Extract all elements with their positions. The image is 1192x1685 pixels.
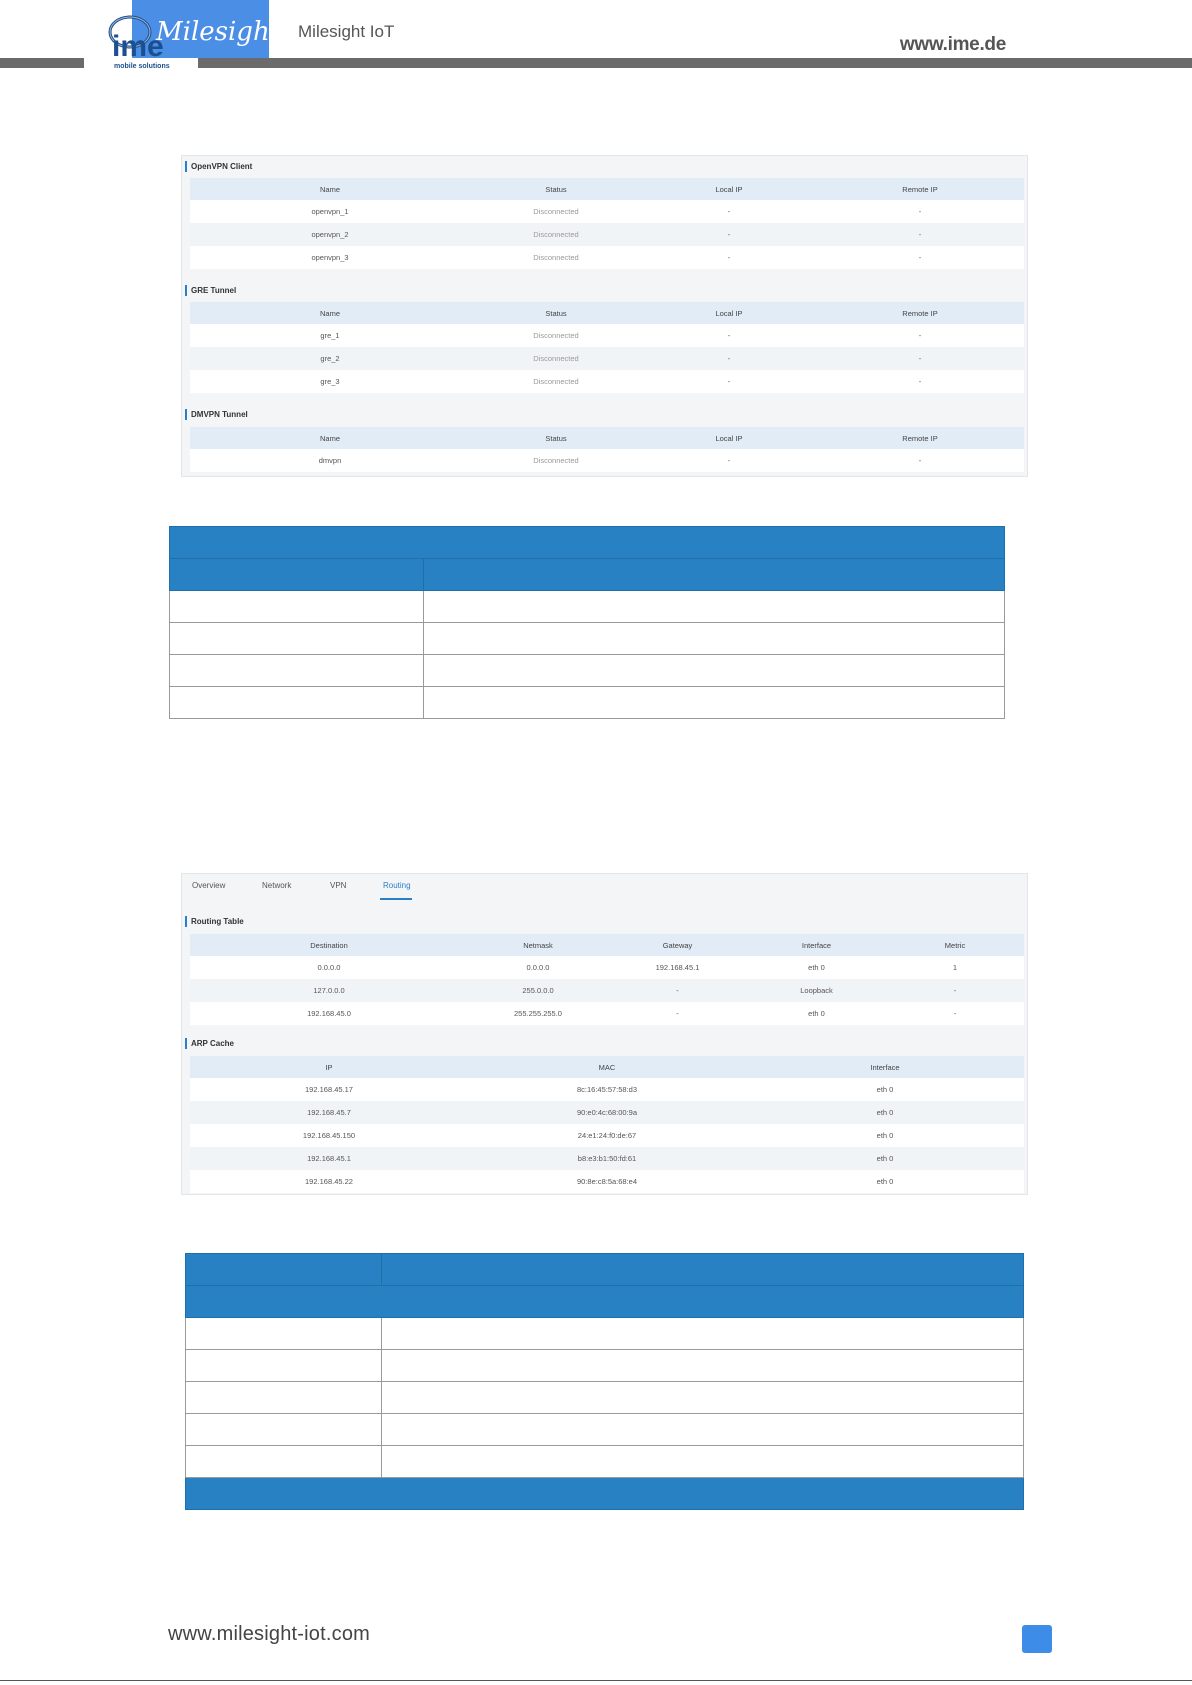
col-status: Status bbox=[470, 427, 642, 449]
cell-local-ip: - bbox=[642, 347, 816, 370]
cell-item bbox=[186, 1414, 382, 1446]
cell-gateway: - bbox=[608, 1002, 747, 1025]
table-section-row bbox=[186, 1478, 1024, 1510]
table-row bbox=[190, 979, 1024, 1002]
cell-status: Disconnected bbox=[470, 347, 642, 370]
table-row bbox=[190, 246, 1024, 269]
cell-gateway: - bbox=[608, 979, 747, 1002]
col-local-ip: Local IP bbox=[642, 178, 816, 200]
col-remote-ip: Remote IP bbox=[816, 302, 1024, 324]
tab-overview[interactable]: Overview bbox=[192, 881, 226, 890]
milesight-logo: Milesight bbox=[132, 0, 269, 58]
table-row bbox=[170, 655, 1005, 687]
cell-local-ip: - bbox=[642, 449, 816, 472]
tab-bar bbox=[182, 874, 1027, 900]
arp-cache-title: ARP Cache bbox=[185, 1038, 234, 1049]
cell-netmask: 255.0.0.0 bbox=[468, 979, 608, 1002]
cell-name: openvpn_1 bbox=[190, 200, 470, 223]
col-status: Status bbox=[470, 178, 642, 200]
cell-item bbox=[186, 1446, 382, 1478]
col-name: Name bbox=[190, 427, 470, 449]
col-ip: IP bbox=[190, 1056, 468, 1078]
table-row bbox=[190, 370, 1024, 393]
gre-table bbox=[190, 302, 1024, 393]
cell-destination: 192.168.45.0 bbox=[190, 1002, 468, 1025]
cell-interface: eth 0 bbox=[746, 1170, 1024, 1193]
table-row bbox=[190, 1147, 1024, 1170]
cell-item bbox=[170, 623, 424, 655]
cell-description bbox=[424, 591, 1005, 623]
table-row bbox=[190, 324, 1024, 347]
tab-routing[interactable]: Routing bbox=[383, 881, 411, 890]
table-row bbox=[186, 1414, 1024, 1446]
cell-interface: eth 0 bbox=[746, 1147, 1024, 1170]
header-website: www.ime.de bbox=[899, 34, 1006, 55]
table-row bbox=[190, 347, 1024, 370]
openvpn-header-row bbox=[190, 178, 1024, 200]
cell-name: openvpn_3 bbox=[190, 246, 470, 269]
routing-description-table bbox=[185, 1253, 1024, 1510]
table-row bbox=[170, 687, 1005, 719]
cell-remote-ip: - bbox=[816, 223, 1024, 246]
table-row bbox=[190, 1078, 1024, 1101]
cell-metric: - bbox=[886, 1002, 1024, 1025]
table-row bbox=[190, 200, 1024, 223]
cell-remote-ip: - bbox=[816, 347, 1024, 370]
header-cell-item bbox=[170, 559, 424, 591]
col-local-ip: Local IP bbox=[642, 302, 816, 324]
col-name: Name bbox=[190, 178, 470, 200]
cell-interface: eth 0 bbox=[747, 956, 886, 979]
table-row bbox=[190, 1124, 1024, 1147]
cell-ip: 192.168.45.22 bbox=[190, 1170, 468, 1193]
cell-remote-ip: - bbox=[816, 246, 1024, 269]
col-status: Status bbox=[470, 302, 642, 324]
cell-item bbox=[186, 1350, 382, 1382]
cell-description bbox=[424, 655, 1005, 687]
arp-cache-table bbox=[190, 1056, 1024, 1193]
cell-mac: 24:e1:24:f0:de:67 bbox=[468, 1124, 746, 1147]
cell-destination: 127.0.0.0 bbox=[190, 979, 468, 1002]
cell-interface: eth 0 bbox=[746, 1124, 1024, 1147]
gre-section-title: GRE Tunnel bbox=[185, 285, 236, 296]
cell-mac: b8:e3:b1:50:fd:61 bbox=[468, 1147, 746, 1170]
cell-item bbox=[170, 655, 424, 687]
cell-remote-ip: - bbox=[816, 324, 1024, 347]
table-header-row bbox=[186, 1254, 1024, 1286]
cell-item bbox=[170, 591, 424, 623]
cell-mac: 90:8e:c8:5a:68:e4 bbox=[468, 1170, 746, 1193]
footer-website: www.milesight-iot.com bbox=[168, 1623, 371, 1645]
ime-logo bbox=[106, 10, 190, 72]
cell-netmask: 255.255.255.0 bbox=[468, 1002, 608, 1025]
dmvpn-section-title: DMVPN Tunnel bbox=[185, 409, 248, 420]
cell-name: gre_1 bbox=[190, 324, 470, 347]
tab-vpn[interactable]: VPN bbox=[330, 881, 347, 890]
col-destination: Destination bbox=[190, 934, 468, 956]
ime-logo-tagline: mobile solutions bbox=[114, 63, 170, 70]
section-cell bbox=[186, 1286, 1024, 1318]
table-row bbox=[190, 223, 1024, 246]
cell-local-ip: - bbox=[642, 200, 816, 223]
ime-logo-text: ime bbox=[112, 30, 164, 63]
table-header-row bbox=[170, 559, 1005, 591]
active-tab-indicator bbox=[380, 898, 412, 900]
cell-destination: 0.0.0.0 bbox=[190, 956, 468, 979]
col-mac: MAC bbox=[468, 1056, 746, 1078]
cell-name: gre_3 bbox=[190, 370, 470, 393]
header-title: Milesight IoT bbox=[298, 22, 395, 41]
col-metric: Metric bbox=[886, 934, 1024, 956]
cell-status: Disconnected bbox=[470, 223, 642, 246]
cell-name: dmvpn bbox=[190, 449, 470, 472]
table-row bbox=[190, 449, 1024, 472]
header-cell-description bbox=[382, 1254, 1024, 1286]
table-row bbox=[170, 623, 1005, 655]
cell-local-ip: - bbox=[642, 324, 816, 347]
cell-item bbox=[186, 1318, 382, 1350]
cell-status: Disconnected bbox=[470, 200, 642, 223]
vpn-description-table bbox=[169, 526, 1005, 719]
section-cell bbox=[186, 1478, 1024, 1510]
table-row bbox=[190, 1170, 1024, 1193]
routing-header-row bbox=[190, 934, 1024, 956]
cell-local-ip: - bbox=[642, 370, 816, 393]
cell-local-ip: - bbox=[642, 246, 816, 269]
cell-description bbox=[382, 1350, 1024, 1382]
dmvpn-header-row bbox=[190, 427, 1024, 449]
cell-status: Disconnected bbox=[470, 324, 642, 347]
cell-item bbox=[186, 1382, 382, 1414]
gre-header-row bbox=[190, 302, 1024, 324]
table-title-cell bbox=[170, 527, 1005, 559]
cell-name: openvpn_2 bbox=[190, 223, 470, 246]
cell-remote-ip: - bbox=[816, 200, 1024, 223]
cell-metric: 1 bbox=[886, 956, 1024, 979]
cell-local-ip: - bbox=[642, 223, 816, 246]
cell-metric: - bbox=[886, 979, 1024, 1002]
cell-ip: 192.168.45.17 bbox=[190, 1078, 468, 1101]
cell-netmask: 0.0.0.0 bbox=[468, 956, 608, 979]
table-row bbox=[186, 1350, 1024, 1382]
table-row bbox=[190, 1002, 1024, 1025]
table-title-row bbox=[170, 527, 1005, 559]
cell-description bbox=[424, 687, 1005, 719]
routing-screenshot bbox=[181, 873, 1028, 1195]
cell-interface: eth 0 bbox=[747, 1002, 886, 1025]
arp-header-row bbox=[190, 1056, 1024, 1078]
cell-description bbox=[382, 1382, 1024, 1414]
cell-description bbox=[424, 623, 1005, 655]
page-number-badge bbox=[1022, 1625, 1052, 1653]
vpn-status-screenshot bbox=[181, 155, 1028, 477]
cell-gateway: 192.168.45.1 bbox=[608, 956, 747, 979]
cell-ip: 192.168.45.7 bbox=[190, 1101, 468, 1124]
col-name: Name bbox=[190, 302, 470, 324]
cell-mac: 90:e0:4c:68:00:9a bbox=[468, 1101, 746, 1124]
dmvpn-table bbox=[190, 427, 1024, 472]
tab-network[interactable]: Network bbox=[262, 881, 292, 890]
cell-mac: 8c:16:45:57:58:d3 bbox=[468, 1078, 746, 1101]
routing-table bbox=[190, 934, 1024, 1025]
cell-remote-ip: - bbox=[816, 449, 1024, 472]
cell-interface: eth 0 bbox=[746, 1078, 1024, 1101]
header-cell-item bbox=[186, 1254, 382, 1286]
cell-status: Disconnected bbox=[470, 449, 642, 472]
footer-rule bbox=[0, 1680, 1192, 1681]
cell-status: Disconnected bbox=[470, 370, 642, 393]
openvpn-section-title: OpenVPN Client bbox=[185, 161, 252, 172]
openvpn-table bbox=[190, 178, 1024, 269]
cell-interface: Loopback bbox=[747, 979, 886, 1002]
cell-ip: 192.168.45.1 bbox=[190, 1147, 468, 1170]
table-row bbox=[190, 956, 1024, 979]
col-netmask: Netmask bbox=[468, 934, 608, 956]
table-row bbox=[186, 1446, 1024, 1478]
cell-description bbox=[382, 1446, 1024, 1478]
cell-description bbox=[382, 1414, 1024, 1446]
table-row bbox=[186, 1318, 1024, 1350]
header-cell-description bbox=[424, 559, 1005, 591]
col-remote-ip: Remote IP bbox=[816, 427, 1024, 449]
cell-remote-ip: - bbox=[816, 370, 1024, 393]
table-section-row bbox=[186, 1286, 1024, 1318]
col-interface: Interface bbox=[746, 1056, 1024, 1078]
cell-status: Disconnected bbox=[470, 246, 642, 269]
cell-item bbox=[170, 687, 424, 719]
col-interface: Interface bbox=[747, 934, 886, 956]
col-remote-ip: Remote IP bbox=[816, 178, 1024, 200]
cell-description bbox=[382, 1318, 1024, 1350]
col-gateway: Gateway bbox=[608, 934, 747, 956]
cell-ip: 192.168.45.150 bbox=[190, 1124, 468, 1147]
table-row bbox=[170, 591, 1005, 623]
table-row bbox=[190, 1101, 1024, 1124]
cell-name: gre_2 bbox=[190, 347, 470, 370]
cell-interface: eth 0 bbox=[746, 1101, 1024, 1124]
routing-table-title: Routing Table bbox=[185, 916, 244, 927]
table-row bbox=[186, 1382, 1024, 1414]
col-local-ip: Local IP bbox=[642, 427, 816, 449]
